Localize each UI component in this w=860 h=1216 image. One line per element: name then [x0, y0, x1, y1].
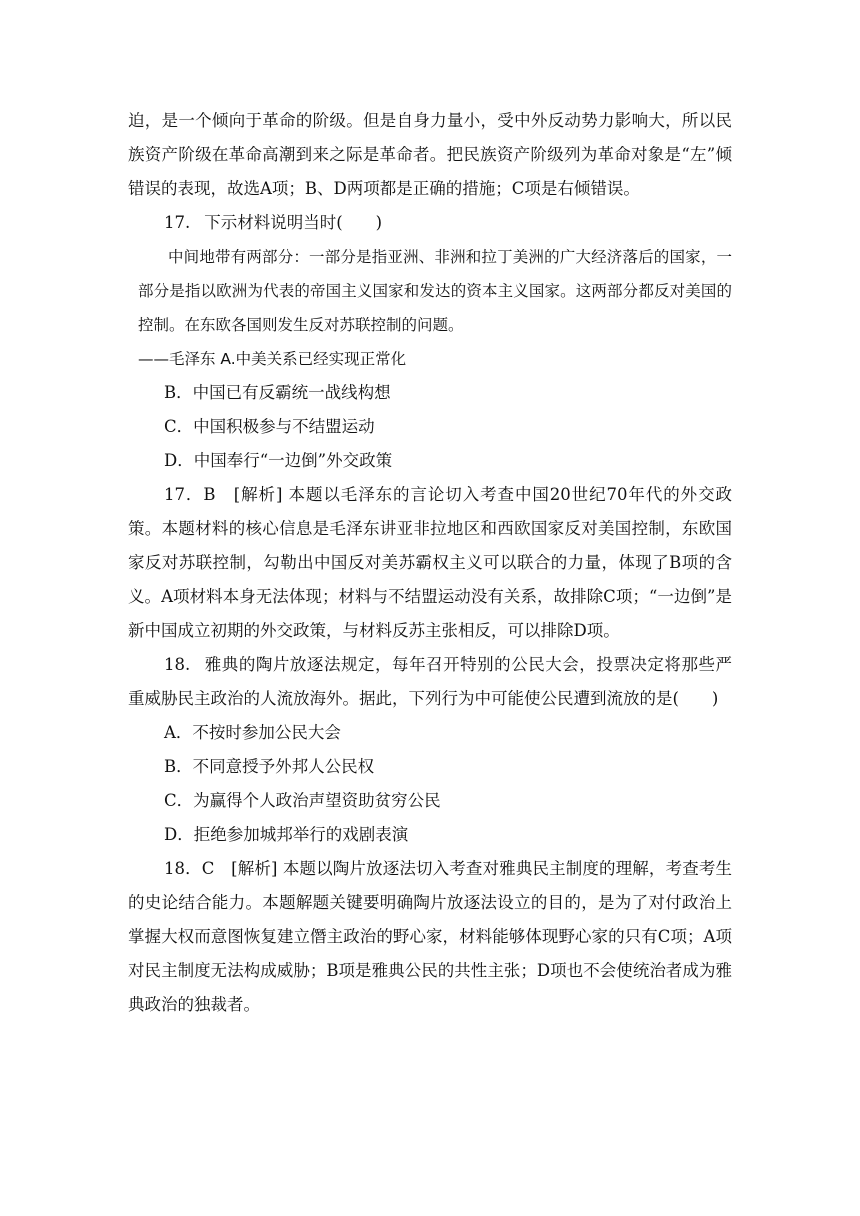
question-17-option-c: C．中国积极参与不结盟运动	[164, 417, 375, 436]
question-17-text: 下示材料说明当时( )	[204, 213, 383, 232]
question-17-stem	[128, 206, 732, 240]
question-17-source-and-option-a: ——毛泽东 A.中美关系已经实现正常化	[138, 350, 407, 368]
question-17-answer: 17．B [解析] 本题以毛泽东的言论切入考查中国20世纪70年代的外交政策。本题材料的核心信息是毛泽东讲亚非拉地区和西欧国家反对美国控制，东欧国家反对苏联控制，勾勒出中国反对美苏霸权主义可以联合的力量，体现了B项的含义。A项材料本身无法体现；材料与不结盟运动没有关系，故排除C项；“一边倒”是新中国成立初期的外交政策，与材料反苏主张相反，可以排除D项。	[128, 485, 732, 640]
question-17-option-d: D．中国奉行“一边倒”外交政策	[164, 451, 393, 470]
document-page	[128, 104, 732, 1022]
question-17-number: 17.	[164, 213, 191, 232]
question-18-answer: 18．C [解析] 本题以陶片放逐法切入考查对雅典民主制度的理解，考查考生的史论结合能力。本题解题关键要明确陶片放逐法设立的目的，是为了对付政治上掌握大权而意图恢复建立僭主政治的野心家，材料能够体现野心家的只有C项；A项对民主制度无法构成威胁；B项是雅典公民的共性主张；D项也不会使统治者成为雅典政治的独裁者。	[128, 859, 732, 1014]
question-17-option-b: B．中国已有反霸统一战线构想	[164, 383, 391, 402]
question-18-text: 雅典的陶片放逐法规定，每年召开特别的公民大会，投票决定将那些严重威胁民主政治的人流放海外。据此，下列行为中可能使公民遭到流放的是( )	[128, 655, 732, 708]
question-18-stem	[128, 648, 732, 716]
question-17-material: 中间地带有两部分：一部分是指亚洲、非洲和拉丁美洲的广大经济落后的国家，一部分是指以欧洲为代表的帝国主义国家和发达的资本主义国家。这两部分都反对美国的控制。在东欧各国则发生反对苏联控制的问题。	[138, 248, 732, 334]
question-18-option-b: B．不同意授予外邦人公民权	[164, 757, 375, 776]
question-18-option-c: C．为赢得个人政治声望资助贫穷公民	[164, 791, 441, 810]
question-18-number: 18.	[164, 655, 191, 674]
question-18-option-a: A．不按时参加公民大会	[164, 723, 341, 742]
question-18-option-d: D．拒绝参加城邦举行的戏剧表演	[164, 825, 409, 844]
previous-answer-tail: 迫，是一个倾向于革命的阶级。但是自身力量小，受中外反动势力影响大，所以民族资产阶级在革命高潮到来之际是革命者。把民族资产阶级列为革命对象是“左”倾错误的表现，故选A项；B、D两项都是正确的措施；C项是右倾错误。	[128, 111, 732, 198]
